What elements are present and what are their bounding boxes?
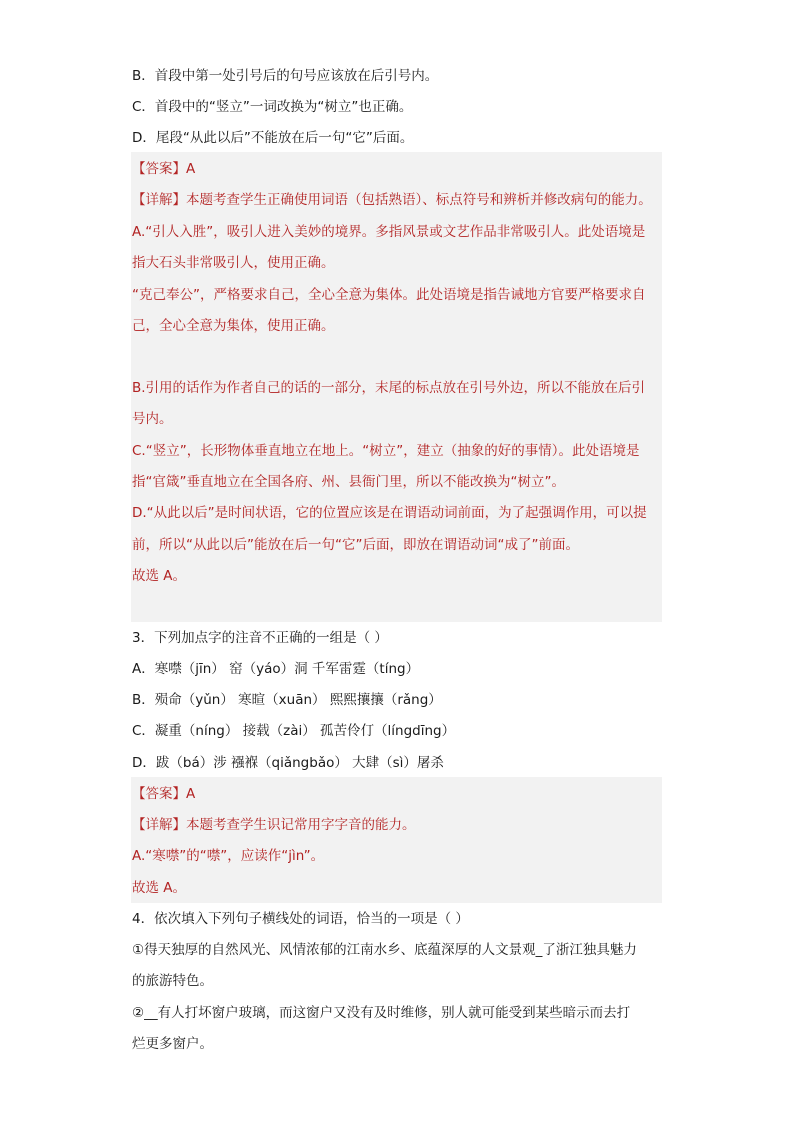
q2-analysis-a-line3: “克己奉公”，严格要求自己，全心全意为集体。此处语境是指告诫地方官要严格要求自 (132, 287, 646, 303)
q3-option-d: D．跋（bá）涉 襁褓（qiǎngbǎo） 大肆（sì）屠杀 (132, 755, 444, 771)
q2-analysis-b-line1: B.引用的话作为作者自己的话的一部分，末尾的标点放在引号外边，所以不能放在后引 (132, 380, 646, 396)
q2-analysis-a-line1: A.“引人入胜”，吸引人进入美妙的境界。多指风景或文艺作品非常吸引人。此处语境是 (132, 224, 646, 240)
q2-option-c: C．首段中的“竖立”一词改换为“树立”也正确。 (132, 99, 413, 115)
q2-detail: 【详解】本题考查学生正确使用词语（包括熟语）、标点符号和辨析并修改病句的能力。 (132, 192, 652, 208)
q3-stem: 3．下列加点字的注音不正确的一组是（ ） (132, 630, 388, 646)
q2-answer: 【答案】A (132, 161, 196, 177)
q4-sentence2-line1: ②__有人打坏窗户玻璃，而这窗户又没有及时维修，别人就可能受到某些暗示而去打 (132, 1005, 631, 1021)
q3-option-b: B．殒命（yǔn） 寒暄（xuān） 熙熙攘攘（rǎng） (132, 692, 442, 708)
q2-option-b: B．首段中第一处引号后的句号应该放在后引号内。 (132, 68, 439, 84)
q4-sentence2-line2: 烂更多窗户。 (132, 1036, 213, 1052)
q3-option-c: C．凝重（níng） 接载（zài） 孤苦伶仃（língdīng） (132, 723, 456, 739)
q4-stem: 4．依次填入下列句子横线处的词语，恰当的一项是（ ） (132, 911, 469, 927)
q3-choose: 故选 A。 (132, 880, 187, 896)
q2-analysis-c-line2: 指“官箴”垂直地立在全国各府、州、县衙门里，所以不能改换为“树立”。 (132, 474, 565, 490)
q3-analysis-a: A.“寒噤”的“噤”，应读作“jìn”。 (132, 848, 325, 864)
q2-analysis-b-line2: 号内。 (132, 411, 173, 427)
q4-sentence1-line2: 的旅游特色。 (132, 973, 213, 989)
q2-analysis-a-line2: 指大石头非常吸引人，使用正确。 (132, 255, 335, 271)
q2-analysis-a-line4: 己，全心全意为集体，使用正确。 (132, 318, 335, 334)
q2-analysis-c-line1: C.“竖立”，长形物体垂直地立在地上。“树立”，建立（抽象的好的事情）。此处语境是 (132, 443, 640, 459)
q3-detail: 【详解】本题考查学生识记常用字字音的能力。 (132, 817, 416, 833)
q2-choose: 故选 A。 (132, 568, 187, 584)
q3-answer-block (131, 777, 662, 903)
q3-option-a: A．寒噤（jīn） 窑（yáo）洞 千军雷霆（tíng） (132, 661, 420, 677)
q2-option-d: D．尾段“从此以后”不能放在后一句“它”后面。 (132, 130, 414, 146)
q4-sentence1-line1: ①得天独厚的自然风光、风情浓郁的江南水乡、底蕴深厚的人文景观_了浙江独具魅力 (132, 942, 637, 958)
q3-answer: 【答案】A (132, 786, 196, 802)
q2-analysis-d-line2: 前，所以“从此以后”能放在后一句“它”后面，即放在谓语动词“成了”前面。 (132, 537, 579, 553)
q2-analysis-d-line1: D.“从此以后”是时间状语，它的位置应该是在谓语动词前面，为了起强调作用，可以提 (132, 505, 647, 521)
